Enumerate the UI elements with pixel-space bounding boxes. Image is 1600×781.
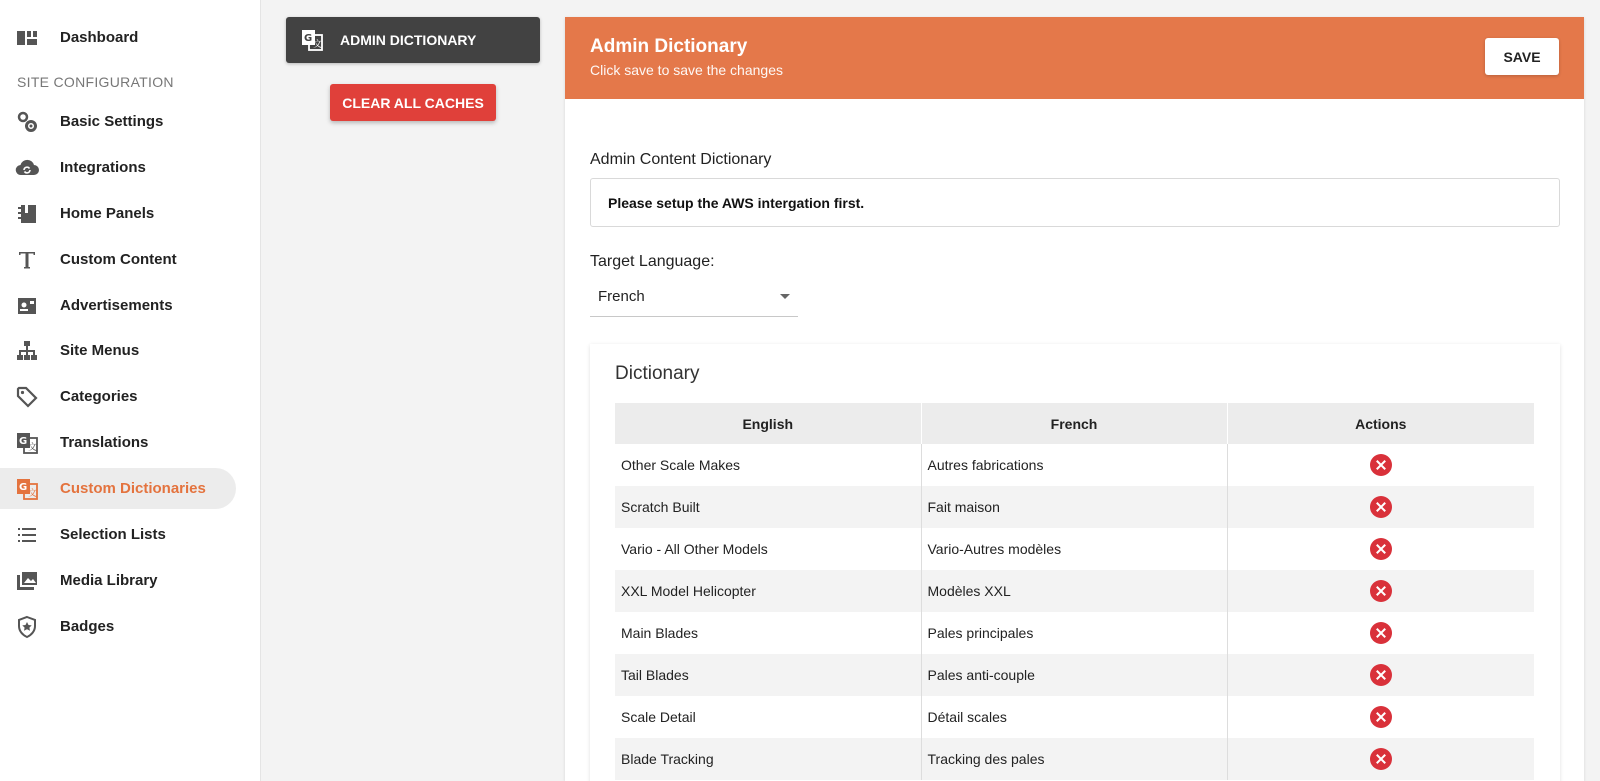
ad-icon [14, 294, 40, 318]
english-cell[interactable]: Other Scale Makes [615, 444, 921, 486]
sidebar-item-site-menus[interactable] [0, 330, 236, 371]
sidebar-item-label: Basic Settings [60, 113, 164, 130]
content-dictionary-label: Admin Content Dictionary [590, 151, 772, 168]
sidebar-item-label: Media Library [60, 572, 158, 589]
french-cell[interactable]: Pales principales [921, 612, 1227, 654]
delete-icon[interactable] [1370, 706, 1392, 728]
sidebar-item-label: Custom Content [60, 251, 177, 268]
sidebar-item-selection-lists[interactable] [0, 514, 236, 555]
sidebar-item-custom-dictionaries[interactable] [0, 468, 236, 509]
sidebar-item-label: Selection Lists [60, 526, 166, 543]
sidebar-item-dashboard[interactable] [0, 17, 236, 58]
image-library-icon [14, 569, 40, 593]
section-label: SITE CONFIGURATION [17, 74, 174, 90]
translate-icon [14, 431, 40, 455]
actions-cell [1227, 570, 1534, 612]
sidebar-item-label: Integrations [60, 159, 146, 176]
english-cell[interactable]: Main Blades [615, 612, 921, 654]
gears-icon [14, 110, 40, 134]
sidebar-item-label: Categories [60, 388, 138, 405]
target-language-value: French [598, 288, 645, 305]
sidebar-item-label: Translations [60, 434, 149, 451]
actions-cell [1227, 486, 1534, 528]
admin-dictionary-label: ADMIN DICTIONARY [340, 32, 477, 48]
actions-cell [1227, 444, 1534, 486]
svg-text:G: G [19, 482, 28, 493]
sidebar-item-label: Dashboard [60, 29, 139, 46]
delete-icon[interactable] [1370, 580, 1392, 602]
sidebar-item-media-library[interactable] [0, 560, 236, 601]
dashboard-icon [14, 26, 40, 50]
dictionary-table [615, 403, 1534, 780]
notice-text: Please setup the AWS intergation first. [608, 195, 865, 211]
delete-icon[interactable] [1370, 748, 1392, 770]
translate-icon [14, 477, 40, 501]
actions-cell [1227, 612, 1534, 654]
badge-icon [14, 615, 40, 639]
list-icon [14, 523, 40, 547]
table-row [615, 654, 1534, 696]
sidebar [0, 0, 261, 781]
english-cell[interactable]: Scale Detail [615, 696, 921, 738]
column-header-actions: Actions [1227, 403, 1534, 444]
panel-header [565, 17, 1584, 99]
table-row [615, 738, 1534, 780]
actions-cell [1227, 738, 1534, 780]
svg-text:G: G [19, 436, 28, 447]
english-cell[interactable]: Tail Blades [615, 654, 921, 696]
text-icon [14, 248, 40, 272]
delete-icon[interactable] [1370, 454, 1392, 476]
target-language-label: Target Language: [590, 253, 715, 270]
french-cell[interactable]: Détail scales [921, 696, 1227, 738]
english-cell[interactable]: Scratch Built [615, 486, 921, 528]
cloud-sync-icon [14, 156, 40, 180]
french-cell[interactable]: Autres fabrications [921, 444, 1227, 486]
svg-text:文: 文 [28, 489, 38, 499]
table-header-row [615, 403, 1534, 444]
sidebar-item-basic-settings[interactable] [0, 101, 236, 142]
actions-cell [1227, 696, 1534, 738]
english-cell[interactable]: XXL Model Helicopter [615, 570, 921, 612]
save-button[interactable]: SAVE [1485, 38, 1559, 75]
table-row [615, 570, 1534, 612]
sidebar-item-home-panels[interactable] [0, 193, 236, 234]
svg-text:文: 文 [28, 443, 38, 453]
actions-cell [1227, 654, 1534, 696]
sidebar-item-custom-content[interactable] [0, 239, 236, 280]
table-row [615, 444, 1534, 486]
sidebar-item-label: Custom Dictionaries [60, 480, 206, 497]
svg-text:G: G [304, 33, 313, 44]
sitemap-icon [14, 339, 40, 363]
delete-icon[interactable] [1370, 664, 1392, 686]
notebook-icon [14, 202, 40, 226]
sidebar-item-integrations[interactable] [0, 147, 236, 188]
sidebar-item-badges[interactable] [0, 606, 236, 647]
french-cell[interactable]: Fait maison [921, 486, 1227, 528]
admin-dictionary-button[interactable] [286, 17, 540, 63]
tag-icon [14, 385, 40, 409]
dictionary-title: Dictionary [615, 363, 700, 384]
clear-all-caches-button[interactable]: CLEAR ALL CACHES [330, 84, 496, 121]
delete-icon[interactable] [1370, 538, 1392, 560]
table-row [615, 696, 1534, 738]
page-title: Admin Dictionary [590, 36, 748, 57]
french-cell[interactable]: Vario-Autres modèles [921, 528, 1227, 570]
svg-text:文: 文 [313, 40, 323, 50]
translate-icon [300, 28, 324, 52]
french-cell[interactable]: Pales anti-couple [921, 654, 1227, 696]
admin-dictionary-panel [565, 17, 1584, 781]
french-cell[interactable]: Tracking des pales [921, 738, 1227, 780]
table-row [615, 486, 1534, 528]
table-row [615, 528, 1534, 570]
french-cell[interactable]: Modèles XXL [921, 570, 1227, 612]
english-cell[interactable]: Vario - All Other Models [615, 528, 921, 570]
sidebar-item-label: Advertisements [60, 297, 173, 314]
sidebar-item-translations[interactable] [0, 422, 236, 463]
english-cell[interactable]: Blade Tracking [615, 738, 921, 780]
sidebar-item-label: Site Menus [60, 342, 140, 359]
column-header-french[interactable]: French [921, 403, 1227, 444]
page-subtitle: Click save to save the changes [590, 62, 783, 78]
dictionary-card [590, 344, 1560, 781]
sidebar-item-label: Home Panels [60, 205, 155, 222]
actions-cell [1227, 528, 1534, 570]
column-header-english[interactable]: English [615, 403, 921, 444]
sidebar-item-categories[interactable] [0, 376, 236, 417]
delete-icon[interactable] [1370, 622, 1392, 644]
sidebar-item-advertisements[interactable] [0, 285, 236, 326]
notice-box [590, 178, 1560, 227]
caret-down-icon [780, 294, 790, 299]
table-row [615, 612, 1534, 654]
sidebar-item-label: Badges [60, 618, 115, 635]
target-language-select[interactable] [590, 284, 798, 317]
delete-icon[interactable] [1370, 496, 1392, 518]
